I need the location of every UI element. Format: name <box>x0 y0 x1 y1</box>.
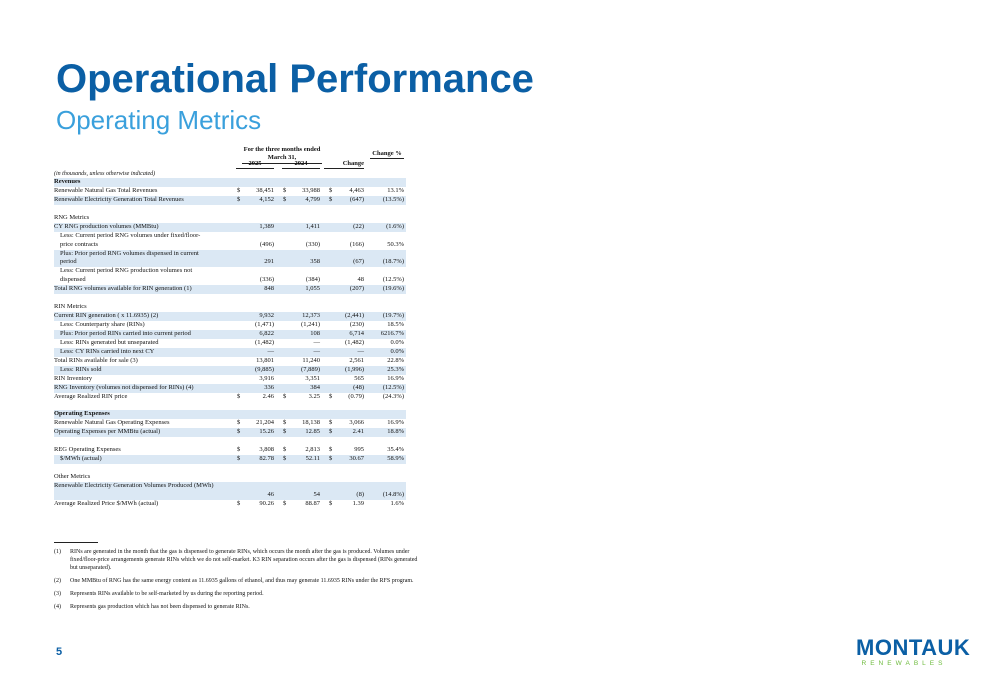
value-2025: 46 <box>267 490 274 498</box>
dollar-sign-change: $ <box>329 419 333 427</box>
dollar-sign-change: $ <box>329 499 333 507</box>
value-change: 6,714 <box>349 329 364 337</box>
row-label: Less: CY RINs carried into next CY <box>60 347 155 355</box>
row-label: Less: Counterparty share (RINs) <box>60 321 145 329</box>
dollar-sign-change: $ <box>329 428 333 436</box>
table-spacer-row <box>54 464 406 473</box>
value-change: (8) <box>356 490 364 498</box>
value-change: 4,463 <box>349 186 364 194</box>
table-row <box>54 178 406 187</box>
column-header-change-percent: Change % <box>370 150 404 159</box>
row-label: Plus: Prior period RINs carried into current period <box>60 329 191 337</box>
table-row <box>54 375 406 384</box>
row-label: Operating Expenses per MMBtu (actual) <box>54 428 161 436</box>
value-2025: — <box>267 347 274 355</box>
value-change-percent: (12.5%) <box>382 276 404 284</box>
value-change: 2,561 <box>349 356 364 364</box>
value-2024: 2,813 <box>305 446 320 454</box>
dollar-sign-change: $ <box>329 186 333 194</box>
value-2024: 88.87 <box>305 499 320 507</box>
table-row <box>54 187 406 196</box>
row-label: Total RINs available for sale (3) <box>54 356 138 364</box>
value-2024: 384 <box>310 383 320 391</box>
value-change: 48 <box>357 276 364 284</box>
dollar-sign-2025: $ <box>237 186 241 194</box>
value-2024: 52.11 <box>305 455 320 463</box>
footnote <box>54 548 419 572</box>
value-2025: (9,885) <box>255 365 274 373</box>
table-row <box>54 348 406 357</box>
footnote-text: One MMBtu of RNG has the same energy content as 11.6935 gallons of ethanol, and thus may generate 11.6935 RINs under the RFS program. <box>70 578 414 584</box>
value-2025: 1,389 <box>259 222 274 230</box>
table-row <box>54 214 406 223</box>
table-row <box>54 410 406 419</box>
value-change-percent: (1.6%) <box>386 222 404 230</box>
footnotes <box>54 542 419 616</box>
dollar-sign-2025: $ <box>237 195 241 203</box>
table-spacer-row <box>54 294 406 303</box>
footnote <box>54 603 419 611</box>
value-change: 565 <box>354 374 364 382</box>
value-2024: (7,889) <box>301 365 320 373</box>
table-row <box>54 312 406 321</box>
value-change: (647) <box>349 195 364 203</box>
value-change-percent: 50.3% <box>387 240 404 248</box>
dollar-sign-2025: $ <box>237 419 241 427</box>
row-label: Renewable Electricity Generation Volumes Produced (MWh) <box>54 481 214 489</box>
value-2025: 336 <box>264 383 274 391</box>
footnote-number: (2) <box>54 578 61 584</box>
dollar-sign-2024: $ <box>283 419 287 427</box>
dollar-sign-change: $ <box>329 455 333 463</box>
footnote-text: Represents gas production which has not been dispensed to generate RINs. <box>70 604 250 610</box>
row-label: Less: Current period RNG production volumes not dispensed <box>60 267 193 284</box>
table-row <box>54 500 406 509</box>
value-2024: 1,411 <box>305 222 320 230</box>
value-2024: — <box>313 347 320 355</box>
dollar-sign-change: $ <box>329 392 333 400</box>
row-label: Average Realized RIN price <box>54 392 128 400</box>
footnote-number: (1) <box>54 549 61 555</box>
row-label: Other Metrics <box>54 472 91 480</box>
table-row <box>54 196 406 205</box>
table-row <box>54 384 406 393</box>
row-label: Renewable Electricity Generation Total Revenues <box>54 195 184 203</box>
value-2025: 15.26 <box>259 428 274 436</box>
footnote-number: (3) <box>54 591 61 597</box>
value-2024: 3,351 <box>305 374 320 382</box>
row-label: RIN Inventory <box>54 374 93 382</box>
dollar-sign-2025: $ <box>237 499 241 507</box>
value-change-percent: 25.3% <box>387 365 404 373</box>
value-2024: (330) <box>305 240 320 248</box>
value-change-percent: 0.0% <box>390 347 404 355</box>
value-change-percent: (12.5%) <box>382 383 404 391</box>
dollar-sign-2024: $ <box>283 455 287 463</box>
table-row <box>54 473 406 482</box>
footnote-text: RINs are generated in the month that the gas is dispensed to generate RINs, which occurs the month after the gas is produced. Volumes under fixed/floor-price arrangements generate RINs which we do not self-market. K3 RIN separation occurs after the gas is dispensed (RINs generated but unseparated). <box>70 549 418 571</box>
value-2024: — <box>313 338 320 346</box>
value-change: 3,066 <box>349 419 364 427</box>
dollar-sign-2024: $ <box>283 195 287 203</box>
row-label: RIN Metrics <box>54 303 87 311</box>
value-change-percent: (24.3%) <box>382 392 404 400</box>
value-change-percent: (19.6%) <box>382 285 404 293</box>
row-label: Operating Expenses <box>54 410 110 418</box>
value-change-percent: 18.8% <box>387 428 404 436</box>
value-2024: 1,055 <box>305 285 320 293</box>
value-change-percent: 1.6% <box>390 499 404 507</box>
value-2024: 11,240 <box>302 356 320 364</box>
value-change-percent: 58.9% <box>387 455 404 463</box>
row-label: REG Operating Expenses <box>54 446 121 454</box>
value-change: (166) <box>349 240 364 248</box>
row-label: Renewable Natural Gas Total Revenues <box>54 186 158 194</box>
row-label: CY RNG production volumes (MMBtu) <box>54 222 159 230</box>
table-row <box>54 455 406 464</box>
table-row <box>54 366 406 375</box>
value-2025: (1,471) <box>255 321 274 329</box>
dollar-sign-2024: $ <box>283 392 287 400</box>
value-2024: 358 <box>310 258 320 266</box>
value-2024: 33,988 <box>302 186 320 194</box>
row-label: Average Realized Price $/MWh (actual) <box>54 499 159 507</box>
table-row <box>54 393 406 402</box>
value-change-percent: 16.9% <box>387 419 404 427</box>
value-2025: 21,204 <box>256 419 274 427</box>
table-row <box>54 339 406 348</box>
metrics-table <box>54 178 406 509</box>
value-change: 995 <box>354 446 364 454</box>
value-2025: 3,916 <box>259 374 274 382</box>
page-number: 5 <box>56 646 63 658</box>
value-2025: (336) <box>259 276 274 284</box>
table-row <box>54 357 406 366</box>
period-header-text: For the three months ended March 31, <box>243 146 321 161</box>
row-label: Revenues <box>54 178 81 185</box>
value-2024: (1,241) <box>301 321 320 329</box>
dollar-sign-2025: $ <box>237 455 241 463</box>
value-change-percent: 22.8% <box>387 356 404 364</box>
montauk-logo <box>856 635 971 672</box>
table-row <box>54 419 406 428</box>
page-subtitle: Operating Metrics <box>56 105 262 135</box>
value-change-percent: 0.0% <box>390 338 404 346</box>
table-row <box>54 250 406 268</box>
value-change: (230) <box>349 321 364 329</box>
row-label: Less: RINs sold <box>60 365 102 373</box>
table-spacer-row <box>54 401 406 410</box>
value-change-percent: (14.8%) <box>382 490 404 498</box>
value-2025: 291 <box>264 258 274 266</box>
value-2025: 848 <box>264 285 274 293</box>
table-spacer-row <box>54 205 406 214</box>
table-row <box>54 428 406 437</box>
value-2024: 18,138 <box>302 419 320 427</box>
table-row <box>54 223 406 232</box>
logo-tagline: RENEWABLES <box>861 660 947 667</box>
footnote-separator <box>54 542 98 543</box>
table-row <box>54 303 406 312</box>
value-2024: 12,373 <box>302 312 320 320</box>
column-header-2025: 2025 <box>236 160 274 169</box>
value-change: (48) <box>353 383 364 391</box>
column-header-2024: 2024 <box>282 160 320 169</box>
value-2025: 38,451 <box>256 186 274 194</box>
value-2025: (496) <box>259 240 274 248</box>
table-row <box>54 285 406 294</box>
units-note: (in thousands, unless otherwise indicated) <box>54 171 156 177</box>
value-2025: 82.78 <box>259 455 274 463</box>
value-2024: 4,799 <box>305 195 320 203</box>
table-row <box>54 482 406 500</box>
row-label: Less: Current period RNG volumes under fixed/floor-price contracts <box>60 231 201 248</box>
table-row <box>54 446 406 455</box>
value-change: (1,996) <box>345 365 364 373</box>
row-label: Plus: Prior period RNG volumes dispensed in current period <box>60 249 199 266</box>
value-2024: 12.85 <box>305 428 320 436</box>
value-2025: 9,932 <box>259 312 274 320</box>
table-row <box>54 232 406 250</box>
column-header-change: Change <box>324 160 364 169</box>
value-change-percent: 35.4% <box>387 446 404 454</box>
value-2025: 13,801 <box>256 356 274 364</box>
value-change: (207) <box>349 285 364 293</box>
value-change-percent: 16.9% <box>387 374 404 382</box>
value-change-percent: 18.5% <box>387 321 404 329</box>
table-spacer-row <box>54 437 406 446</box>
value-2025: 90.26 <box>259 499 274 507</box>
value-2024: 3.25 <box>308 392 320 400</box>
value-2025: 4,152 <box>259 195 274 203</box>
row-label: Current RIN generation ( x 11.6935) (2) <box>54 312 159 320</box>
value-2025: 2.46 <box>262 392 274 400</box>
table-row <box>54 321 406 330</box>
dollar-sign-2025: $ <box>237 392 241 400</box>
value-2024: 54 <box>313 490 320 498</box>
dollar-sign-2025: $ <box>237 428 241 436</box>
footnote <box>54 577 419 585</box>
row-label: RNG Inventory (volumes not dispensed for RINs) (4) <box>54 383 194 391</box>
value-change: 1.39 <box>352 499 364 507</box>
logo-wordmark: MONTAUK <box>856 635 971 660</box>
row-label: Less: RINs generated but unseparated <box>60 338 159 346</box>
value-change: (67) <box>353 258 364 266</box>
value-change: (0.79) <box>348 392 364 400</box>
row-label: RNG Metrics <box>54 213 90 221</box>
value-change: — <box>357 347 364 355</box>
value-change: (2,441) <box>345 312 364 320</box>
dollar-sign-2024: $ <box>283 186 287 194</box>
value-2025: 6,822 <box>259 329 274 337</box>
page-title: Operational Performance <box>56 57 534 101</box>
footnote-number: (4) <box>54 604 61 610</box>
value-change: (1,482) <box>345 338 364 346</box>
dollar-sign-change: $ <box>329 195 333 203</box>
footnote <box>54 590 419 598</box>
row-label: $/MWh (actual) <box>60 455 102 463</box>
row-label: Total RNG volumes available for RIN generation (1) <box>54 285 192 293</box>
value-2025: 3,808 <box>259 446 274 454</box>
value-change: (22) <box>353 222 364 230</box>
value-change: 30.67 <box>349 455 364 463</box>
footnote-text: Represents RINs available to be self-marketed by us during the reporting period. <box>70 591 264 597</box>
dollar-sign-2024: $ <box>283 428 287 436</box>
value-change: 2.41 <box>352 428 364 436</box>
dollar-sign-change: $ <box>329 446 333 454</box>
dollar-sign-2024: $ <box>283 446 287 454</box>
dollar-sign-2024: $ <box>283 499 287 507</box>
value-change-percent: 6216.7% <box>380 329 404 337</box>
value-2024: 108 <box>310 329 320 337</box>
dollar-sign-2025: $ <box>237 446 241 454</box>
value-2024: (384) <box>305 276 320 284</box>
value-2025: (1,482) <box>255 338 274 346</box>
value-change-percent: (19.7%) <box>382 312 404 320</box>
value-change-percent: (13.5%) <box>382 195 404 203</box>
value-change-percent: 13.1% <box>387 186 404 194</box>
value-change-percent: (18.7%) <box>382 258 404 266</box>
table-row <box>54 267 406 285</box>
row-label: Renewable Natural Gas Operating Expenses <box>54 419 170 427</box>
table-row <box>54 330 406 339</box>
